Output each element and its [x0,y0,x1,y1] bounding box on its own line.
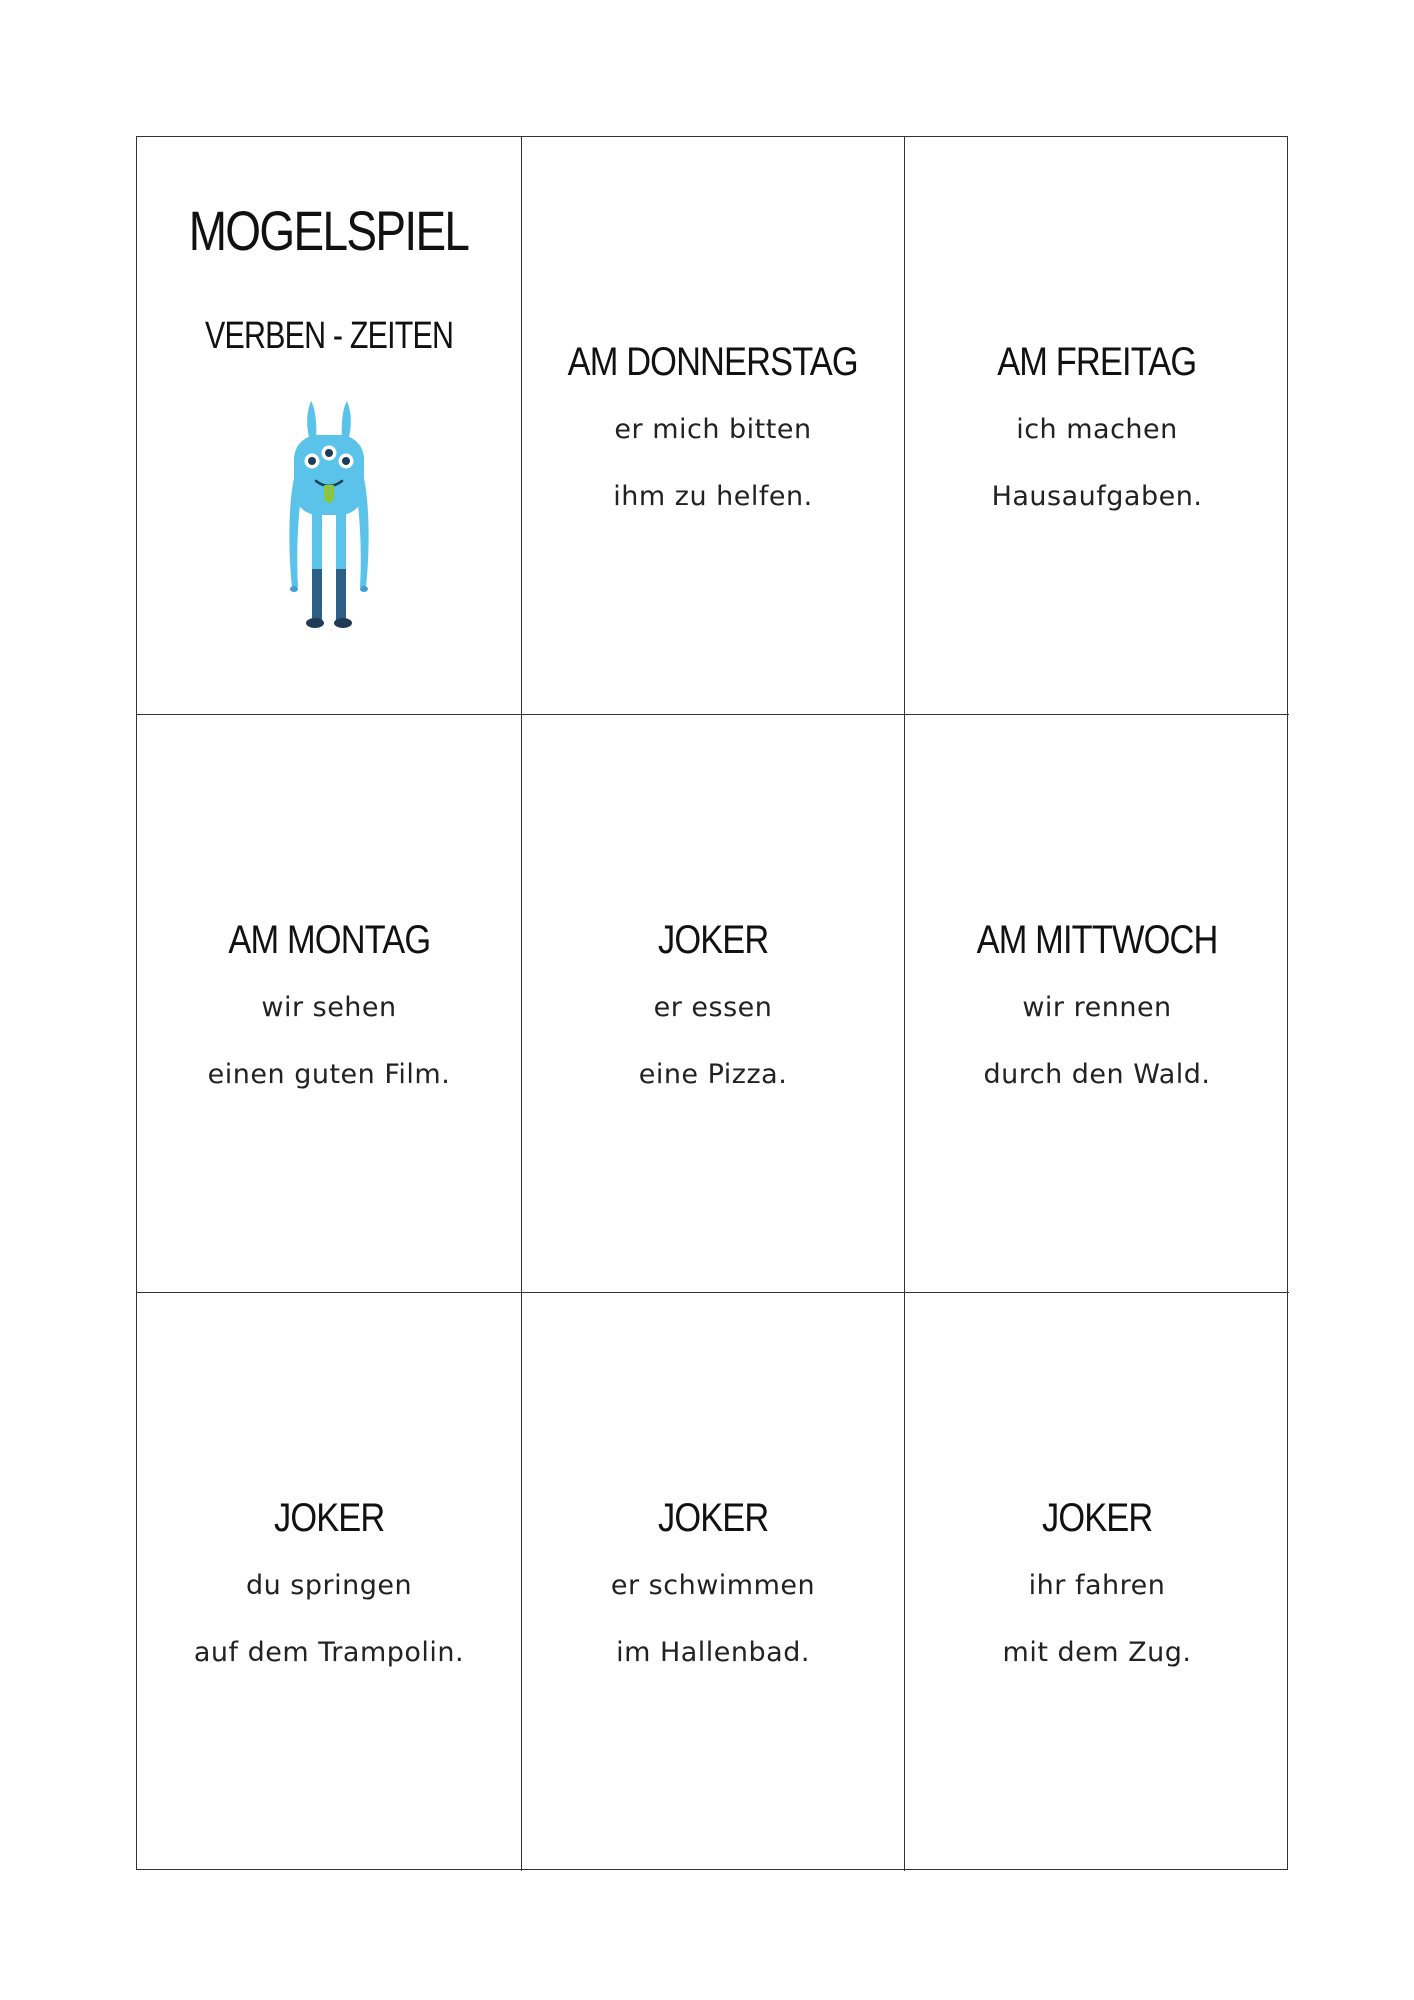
card-line-2: auf dem Trampolin. [193,1637,465,1668]
card-heading: AM MITTWOCH [976,917,1218,962]
card-joker-springen [137,1293,522,1871]
card-line-1: ich machen [1016,413,1178,445]
card-line-2: durch den Wald. [983,1058,1211,1090]
card-line-1: wir sehen [261,991,397,1023]
card-freitag [905,137,1289,715]
card-heading: JOKER [657,1496,769,1540]
card-donnerstag [522,137,905,715]
card-line-1: du springen [245,1570,413,1601]
card-line-2: mit dem Zug. [1002,1637,1192,1668]
card-heading: AM MONTAG [228,917,430,962]
card-line-1: er mich bitten [614,413,812,445]
card-mittwoch [905,715,1289,1293]
monster-icon [284,399,374,631]
card-heading: JOKER [1041,1496,1153,1540]
card-montag [137,715,522,1293]
card-line-1: ihr fahren [1028,1570,1166,1601]
card-line-2: einen guten Film. [207,1058,451,1090]
game-title: MOGELSPIEL [189,199,469,262]
card-line-2: Hausaufgaben. [991,480,1203,512]
card-line-1: wir rennen [1022,991,1172,1023]
card-line-2: ihm zu helfen. [613,480,813,512]
card-heading: AM DONNERSTAG [567,339,859,384]
card-heading: AM FREITAG [997,339,1197,384]
card-sheet [136,136,1288,1870]
card-line-1: er schwimmen [610,1570,816,1601]
card-joker-essen [522,715,905,1293]
card-joker-fahren [905,1293,1289,1871]
card-line-1: er essen [653,991,773,1023]
card-heading: JOKER [657,917,769,962]
card-line-2: im Hallenbad. [616,1637,810,1668]
card-heading: JOKER [273,1496,385,1540]
card-line-2: eine Pizza. [638,1058,788,1090]
card-joker-schwimmen [522,1293,905,1871]
game-subtitle: VERBEN - ZEITEN [204,315,454,357]
title-card [137,137,522,715]
